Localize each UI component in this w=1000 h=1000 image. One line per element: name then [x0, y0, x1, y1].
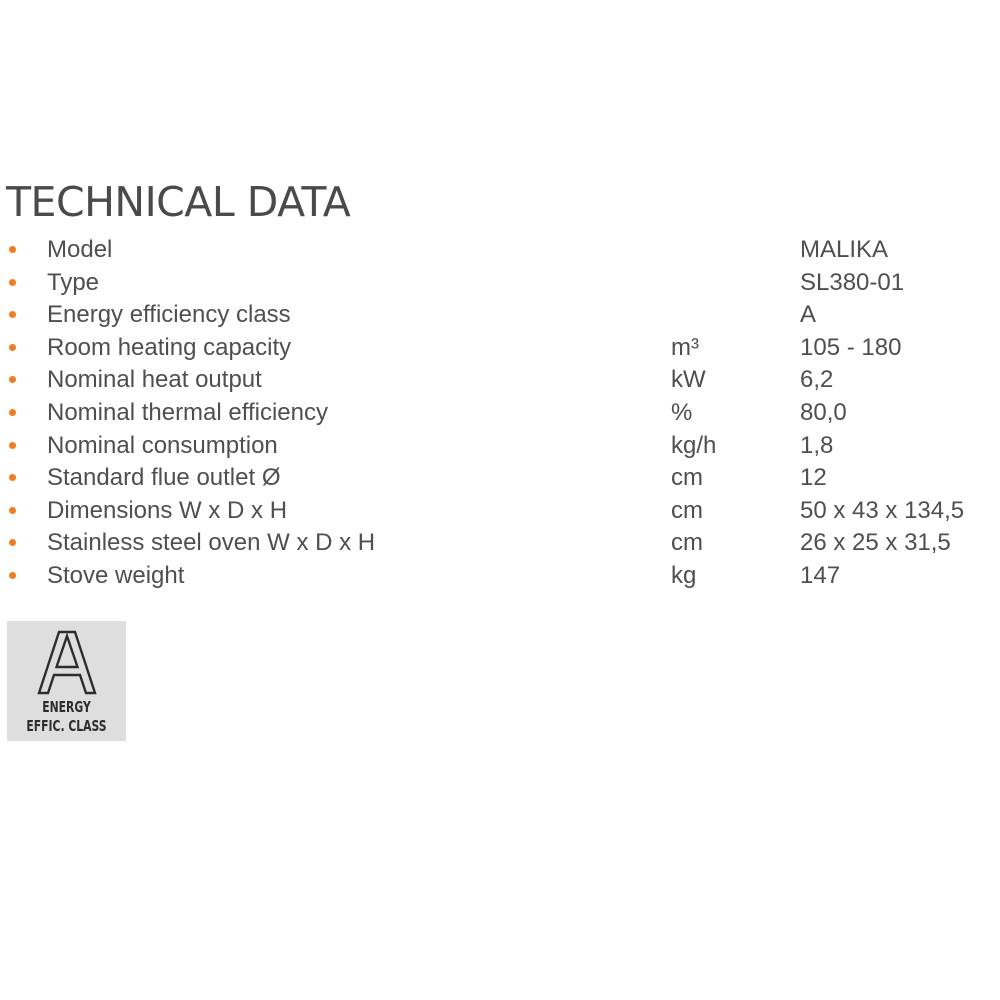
spec-row-oven-dimensions — [0, 527, 1000, 560]
spec-value: 6,2 — [800, 366, 834, 394]
bullet-icon — [9, 246, 16, 253]
spec-unit: % — [671, 398, 693, 426]
bullet-icon — [9, 572, 16, 579]
spec-unit: m³ — [671, 333, 699, 361]
badge-text-line-2: EFFIC. CLASS — [26, 717, 107, 735]
spec-row-thermal-efficiency — [0, 397, 1000, 430]
spec-value: SL380-01 — [800, 268, 905, 296]
spec-value: MALIKA — [800, 236, 889, 263]
spec-label: Nominal thermal efficiency — [47, 398, 329, 426]
spec-label: Nominal heat output — [47, 366, 262, 394]
spec-row-type — [0, 267, 1000, 300]
bullet-icon — [9, 442, 16, 449]
spec-label: Energy efficiency class — [47, 301, 291, 329]
bullet-icon — [9, 409, 16, 416]
spec-unit: kg — [671, 561, 697, 589]
spec-unit: kg/h — [671, 431, 717, 459]
spec-value: 12 — [800, 464, 827, 492]
spec-unit: kW — [671, 366, 706, 394]
spec-row-energy-class — [0, 299, 1000, 332]
spec-label: Dimensions W x D x H — [47, 496, 288, 524]
spec-value: 147 — [800, 561, 841, 589]
energy-class-badge — [7, 621, 126, 741]
spec-row-weight — [0, 560, 1000, 593]
spec-label: Type — [47, 268, 100, 296]
technical-data-list — [0, 234, 1000, 593]
spec-value: A — [800, 301, 817, 329]
spec-label: Stove weight — [47, 561, 185, 589]
spec-unit: cm — [671, 496, 703, 524]
spec-row-heat-output — [0, 364, 1000, 397]
spec-label: Standard flue outlet Ø — [47, 464, 281, 492]
bullet-icon — [9, 539, 16, 546]
bullet-icon — [9, 279, 16, 286]
bullet-icon — [9, 344, 16, 351]
spec-unit: cm — [671, 529, 703, 557]
bullet-icon — [9, 474, 16, 481]
spec-value: 1,8 — [800, 431, 834, 459]
spec-row-heating-capacity — [0, 332, 1000, 365]
bullet-icon — [9, 507, 16, 514]
spec-unit: cm — [671, 464, 703, 492]
spec-value: 50 x 43 x 134,5 — [800, 496, 965, 524]
spec-value: 26 x 25 x 31,5 — [800, 529, 951, 557]
energy-class-letter-icon — [35, 629, 99, 697]
spec-label: Stainless steel oven W x D x H — [47, 529, 376, 557]
spec-row-dimensions — [0, 495, 1000, 528]
spec-value: 105 - 180 — [800, 333, 902, 361]
spec-label: Model — [47, 236, 113, 263]
spec-label: Room heating capacity — [47, 333, 292, 361]
spec-row-consumption — [0, 430, 1000, 463]
bullet-icon — [9, 376, 16, 383]
spec-row-flue-outlet — [0, 462, 1000, 495]
badge-text-line-1: ENERGY — [42, 698, 91, 716]
spec-row-model — [0, 234, 1000, 267]
page-title: TECHNICAL DATA — [6, 178, 351, 226]
bullet-icon — [9, 311, 16, 318]
spec-value: 80,0 — [800, 398, 847, 426]
spec-label: Nominal consumption — [47, 431, 278, 459]
